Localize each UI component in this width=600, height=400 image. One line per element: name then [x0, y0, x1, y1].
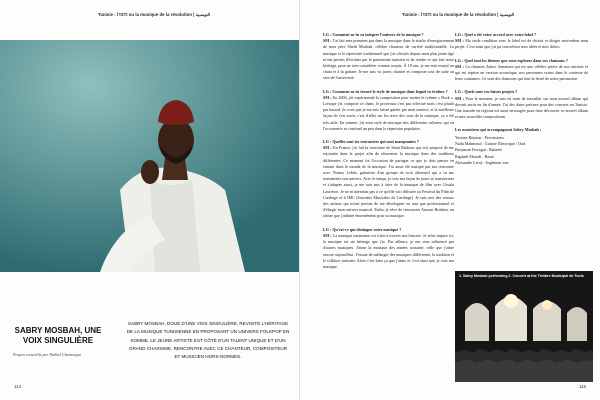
byline: Propos recueillis par Nidhal Chemengui — [13, 352, 81, 357]
question: LG : Comment as-tu su intégrer l'univers de la musique ? — [323, 32, 424, 37]
question: LG : Comment as-tu trouvé le style de musique dans lequel tu évolues ? — [323, 88, 448, 94]
qa-block — [455, 32, 588, 51]
interview-column-1 — [323, 32, 454, 277]
page-number: 114 — [14, 384, 22, 389]
answer: La musique tunisienne est riche à travers son histoire. Je m'en inspire ici, la musique est un héritage que j'ai. Par ailleurs, je me sens influencé par d'autres musiques. J'aime la musique des années soixante, celle que j'aime encore aujourd'hui. J'essaie de mélanger des musiques différentes, la tradition et le folklore tunisien. Alors c'est bien ça que j'aime et c'est ainsi que je vois ma musique. — [323, 232, 454, 269]
running-head: Tunisie : l'ISTI ou la musique de la révolution | التونسية — [402, 12, 515, 17]
question: LG : Quels sont vos futurs projets ? — [455, 89, 518, 95]
article-headline: SABRY MOSBAH, UNE VOIX SINGULIÈRE — [14, 326, 102, 345]
qa-block — [455, 58, 588, 83]
interview-column-2 — [455, 32, 588, 167]
musician-item: Yassine Bejaoui : Percussions — [455, 134, 504, 140]
qa-block — [323, 227, 454, 270]
page-number: 115 — [578, 384, 586, 389]
concert-illustration — [455, 271, 593, 382]
musician-item: Benjamin Ferragut : Batterie — [455, 147, 502, 153]
article-intro: SABRY MOSBAH, DOUÉ D'UNE VOIX SINGULIÈRE, REVISITE L'HÉRITAGE DE LA MUSIQUE TUNISIENNE EN PROPOSANT UN UNIVERS FOLKPOP EN SOMME. LE JEUNE ARTISTE EST CÔTÉ D'UN TALENT UNIQUE ET D'UN GRAND CHARISME. RENCONTRE AVEC CE CHANTEUR, COMPOSITEUR ET MUSICIEN HORS-NORMES. — [126, 321, 290, 360]
musician-item: Alexandre Leroy : Ingénieur son — [455, 160, 509, 166]
portrait-illustration — [0, 40, 300, 272]
speaker-label: SM : — [455, 63, 464, 69]
qa-block — [323, 139, 454, 220]
answer: Ma seule condition avec le label est de choisir et diriger moi-même mon projet. C'est ainsi que j'ai pu concrétiser mes idées et mes désirs. — [455, 38, 589, 50]
speaker-label: SM : — [323, 145, 332, 151]
answer: En 2006, j'ai expérimenté la composition pour mettre le rythme « Rock ». Lorsque j'ai composé ce chant, le processus s'est pas effectué mais c'est plutôt par hasard. Je crois que je me suis laissé guider par mon instinct, et la meilleure façon de s'en sortir, c'est d'aller sur les rives des sons de la musique, ça a été très utile. En somme, j'ai mon style de musique des différentes cultures, qui en l'occurrence se confond un peu dans le répertoire populaire. — [323, 94, 454, 131]
speaker-label: SM : — [323, 38, 332, 44]
qa-block — [323, 89, 454, 132]
question: LG : Qu'est-ce qui distingue votre musique ? — [323, 226, 402, 232]
photo-caption: 1. Sabry Mosbah performing 2. Concert at the Théâtre Municipal de Tunis — [459, 274, 584, 278]
musician-item: Nada Mahmoud : Guitare Électrique / Oud — [455, 141, 526, 147]
musicians-title: Les musiciens qui accompagnent Sabry Mosbah : — [455, 127, 542, 133]
question: LG : Quel a été votre accord avec votre label ? — [455, 32, 537, 37]
speaker-label: SM : — [455, 95, 464, 101]
answer: En France, j'ai fait la rencontre de Saint Barbons qui m'a proposé de me rejoindre dans le projet afin de réinventer la musique dans des traditions différentes. Ce moment fut l'occasion de partager ce que je dois penser en entrant dans le monde de la musique. J'ai aussi été marqué par ma rencontre avec Vianny Lebbe, guitariste d'un groupe de rock alternatif qui a su me transmettre son univers. Avec le temps, je vois ma façon de jouer se transformer et s'adapter aussi, je me suis mis à faire de la musique de film avec Ursula Laurence. Je ne m'attendais pas à ce qu'elle soit diffusée au Festival du Film de Carthage et à JMC (Journées Musicales de Carthage). Je suis ravi des retours des artistes qui m'ont permis de me développer en tant que professionnel et d'élargir mon univers musical. Enfin, je rêve de rencontrer Anouar Brahem, un artiste que j'admire énormément pour sa musique. — [323, 145, 454, 219]
speaker-label: SM : — [323, 232, 332, 238]
musician-item: Raphaël Ebondi : Basse — [455, 153, 494, 159]
question: LG : Quel sont les thèmes que vous explorez dans vos chansons ? — [455, 57, 568, 63]
qa-block — [323, 32, 454, 82]
answer: Pour le moment, je suis en train de travailler sur mon nouvel album qui devrait sortir en fin d'année. J'ai des dates prévues pour des concerts en Tunisie. Une tournée en régions est aussi envisagée pour faire découvrir ce nouvel album et mes nouvelles compositions. — [455, 95, 588, 120]
answer: La chanson Zahra, Sanatona qui est une célèbre prière de nos anciens et qui est reprise en version acoustique, nos personnes vraies dans le contexte de leurs coutumes. Ce sont des chansons qui font la fierté de notre patrimoine. — [455, 63, 588, 82]
musicians-list — [455, 127, 588, 166]
running-head: Tunisie : l'ISTI ou la musique de la révolution | التونسية — [98, 12, 211, 17]
concert-photo — [455, 271, 593, 382]
speaker-label: SM : — [323, 94, 332, 100]
qa-block — [455, 89, 588, 120]
answer: J'ai fait mes premiers pas dans la musique dans le studio d'enregistrement de mon père Sheik Mosbah, célèbre chanteur de variété traditionnelle. La musique et le répertoire traditionnel que j'ai côtoyés depuis mon plus jeune âge m'ont permis d'évoluer par le patrimoine tunisien et de rendre ce qui fait notre héritage, pour ne rien considérer comme acquis. À 18 ans, je me suis essayé au chant et à la guitare. Je me suis vu jouer, chanter et composer tout de suite au sein de l'université. — [323, 38, 455, 81]
question: LG : Quelles sont tes rencontres qui sont marquantes ? — [323, 139, 419, 145]
speaker-label: SM : — [455, 38, 464, 44]
portrait-photo — [0, 40, 300, 272]
